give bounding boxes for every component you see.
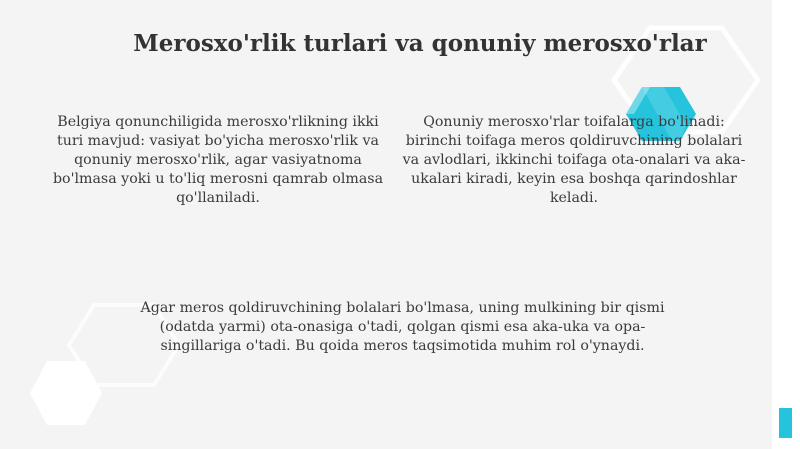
- paragraph-inheritance-types: Belgiya qonunchiligida merosxo'rlikning ikki turi mavjud: vasiyat bo'yicha merosxo'rlik va qonuniy merosxo'rlik, agar vasiyatnoma bo'lmasa yoki u to'liq merosni qamrab olmasa qo'llaniladi.: [52, 114, 384, 206]
- paragraph-distribution-rule: Agar meros qoldiruvchining bolalari bo'lmasa, uning mulkining bir qismi (odatda yarmi) ota-onasiga o'tadi, qolgan qismi esa aka-uka va opa-singillariga o'tadi. Bu qoida meros taqsimotida muhim rol o'ynaydi.: [140, 300, 665, 354]
- slide-title: Merosxo'rlik turlari va qonuniy merosxo'rlar: [133, 30, 707, 57]
- right-edge-strip: [772, 0, 800, 449]
- paragraph-legal-heirs: Qonuniy merosxo'rlar toifalarga bo'linadi: birinchi toifaga meros qoldiruvchining bolalari va avlodlari, ikkinchi toifaga ota-onalari va aka-ukalari kiradi, keyin esa boshqa qarindoshlar keladi.: [402, 114, 746, 206]
- right-accent-bar: [779, 408, 792, 438]
